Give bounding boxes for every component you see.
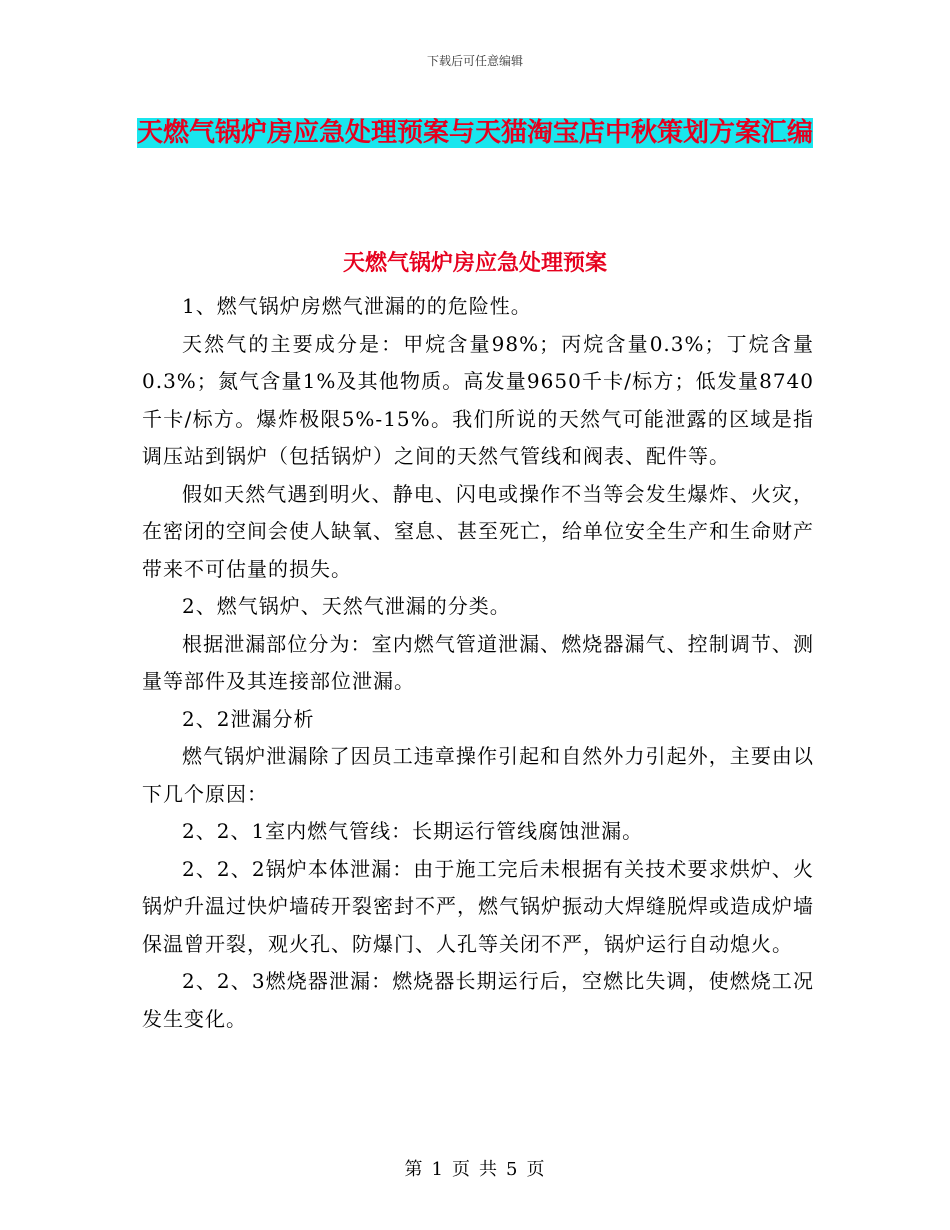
document-body xyxy=(142,288,814,1038)
paragraph: 燃气锅炉泄漏除了因员工违章操作引起和自然外力引起外，主要由以下几个原因： xyxy=(142,744,814,806)
paragraph: 2、2、3燃烧器泄漏：燃烧器长期运行后，空燃比失调，使燃烧工况发生变化。 xyxy=(142,969,814,1031)
paragraph: 根据泄漏部位分为：室内燃气管道泄漏、燃烧器漏气、控制调节、测量等部件及其连接部位泄漏。 xyxy=(142,631,814,693)
footer-current-page: 1 xyxy=(431,1159,444,1180)
page-footer xyxy=(0,1155,950,1181)
paragraph: 2、2、1室内燃气管线：长期运行管线腐蚀泄漏。 xyxy=(182,819,644,843)
paragraph: 2、2、2锅炉本体泄漏：由于施工完后未根据有关技术要求烘炉、火锅炉升温过快炉墙砖开裂密封不严，燃气锅炉振动大焊缝脱焊或造成炉墙保温曾开裂，观火孔、防爆门、人孔等关闭不严，锅炉运行自动熄火。 xyxy=(142,856,814,956)
paragraph: 假如天然气遇到明火、静电、闪电或操作不当等会发生爆炸、火灾，在密闭的空间会使人缺氧、窒息、甚至死亡，给单位安全生产和生命财产带来不可估量的损失。 xyxy=(142,481,814,581)
section-title: 天燃气锅炉房应急处理预案 xyxy=(342,250,607,276)
paragraph: 天然气的主要成分是：甲烷含量98%；丙烷含量0.3%；丁烷含量0.3%；氮气含量1%及其他物质。高发量9650千卡/标方；低发量8740千卡/标方。爆炸极限5%-15%。我们所说的天然气可能泄露的区域是指调压站到锅炉（包括锅炉）之间的天然气管线和阀表、配件等。 xyxy=(142,331,814,468)
footer-total-pages: 5 xyxy=(506,1159,519,1180)
footer-word-total-unit: 页 xyxy=(526,1159,546,1180)
page-header-note: 下载后可任意编辑 xyxy=(426,54,523,68)
footer-word-page: 第 xyxy=(404,1159,424,1180)
footer-word-page-unit: 页 xyxy=(452,1159,471,1180)
paragraph: 2、燃气锅炉、天然气泄漏的分类。 xyxy=(182,594,511,618)
document-title xyxy=(120,110,830,156)
paragraph: 1、燃气锅炉房燃气泄漏的的危险性。 xyxy=(182,294,532,318)
paragraph: 2、2泄漏分析 xyxy=(182,706,315,731)
footer-word-total: 共 xyxy=(479,1159,498,1180)
document-title-text: 天燃气锅炉房应急处理预案与天猫淘宝店中秋策划方案汇编 xyxy=(136,118,813,148)
